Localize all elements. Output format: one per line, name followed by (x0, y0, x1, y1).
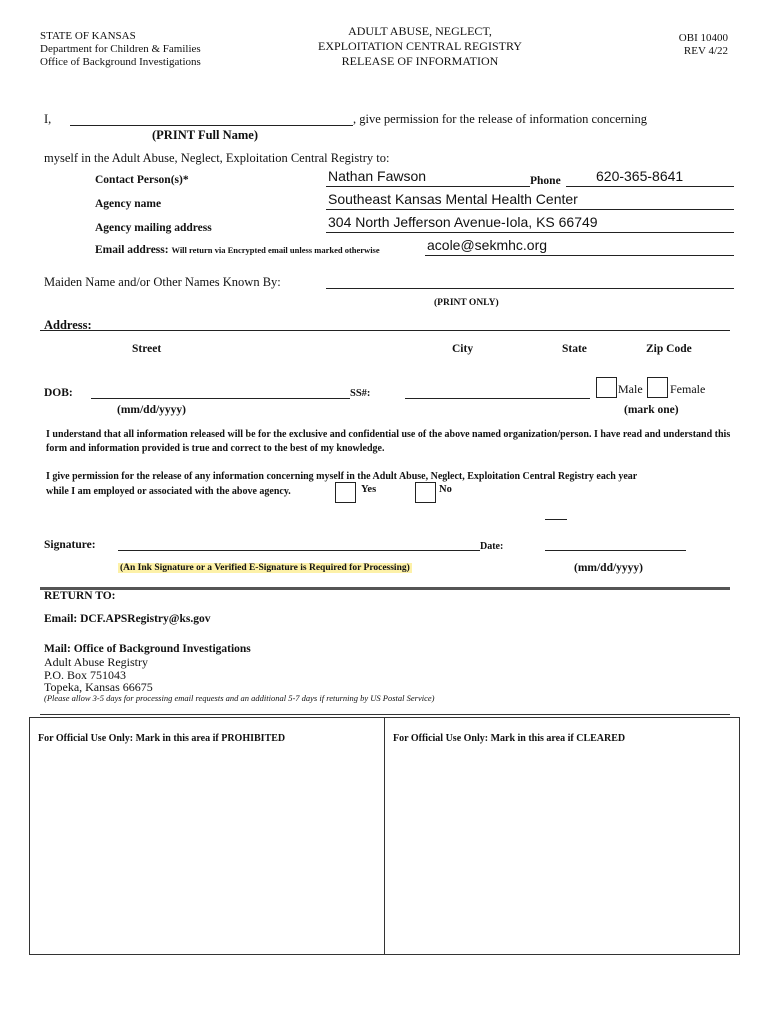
agency-address-label: Agency mailing address (95, 222, 212, 234)
i-label: I, (44, 112, 52, 126)
form-revision: REV 4/22 (683, 45, 728, 57)
no-checkbox[interactable] (415, 482, 436, 503)
maiden-name-field[interactable] (326, 288, 734, 289)
state-label: State (562, 343, 587, 355)
email-note: Will return via Encrypted email unless marked otherwise (171, 245, 380, 255)
signature-field[interactable] (118, 550, 480, 551)
female-checkbox[interactable] (647, 377, 668, 398)
agency-name-value[interactable]: Southeast Kansas Mental Health Center (328, 191, 578, 207)
understand-statement: I understand that all information released will be for the exclusive and confidential use of the above named organization/person. I have read and understand this form and information provided is true and correct to the best of my knowledge. (46, 429, 731, 454)
agency-address-underline (326, 232, 734, 233)
form-number: OBI 10400 (678, 32, 728, 44)
no-label: No (439, 484, 452, 495)
title-line: EXPLOITATION CENTRAL REGISTRY (318, 39, 522, 53)
ink-signature-note (118, 563, 412, 573)
street-label: Street (132, 343, 162, 355)
email-label: Email address: (95, 244, 169, 256)
cleared-area[interactable] (385, 718, 739, 954)
dob-field[interactable] (91, 398, 350, 399)
signature-label: Signature: (44, 539, 96, 551)
section-divider (40, 587, 730, 590)
agency-name-underline (326, 209, 734, 210)
ink-signature-note-text: (An Ink Signature or a Verified E-Signature is Required for Processing) (120, 563, 410, 573)
title-line: RELEASE OF INFORMATION (341, 54, 499, 68)
date-field[interactable] (545, 550, 686, 551)
female-label: Female (670, 382, 706, 396)
processing-note: (Please allow 3-5 days for processing email requests and an additional 5-7 days if returning by US Postal Service) (44, 693, 435, 703)
contact-person-value[interactable]: Nathan Fawson (328, 168, 427, 184)
mark-one-label: (mark one) (624, 404, 679, 416)
form-id-block (679, 32, 728, 58)
yearly-text-line: while I am employed or associated with the above agency. (46, 486, 291, 497)
give-permission-text: , give permission for the release of information concerning (353, 112, 648, 126)
mail-address (44, 656, 153, 694)
registry-text: myself in the Adult Abuse, Neglect, Exploitation Central Registry to: (44, 151, 390, 165)
male-label: Male (618, 382, 643, 396)
address-label: Address: (44, 318, 92, 332)
print-only-label: (PRINT ONLY) (434, 298, 499, 308)
ssn-label: SS#: (350, 388, 371, 399)
phone-value[interactable]: 620-365-8641 (596, 168, 684, 184)
male-checkbox[interactable] (596, 377, 617, 398)
zip-code-label: Zip Code (646, 343, 692, 355)
agency-line: STATE OF KANSAS (40, 30, 136, 42)
title-line: ADULT ABUSE, NEGLECT, (348, 24, 492, 38)
cleared-label: For Official Use Only: Mark in this area if CLEARED (393, 733, 626, 744)
email-label-block (95, 244, 380, 256)
date-label: Date: (480, 541, 504, 552)
email-underline (425, 255, 734, 256)
address-field[interactable] (40, 330, 730, 331)
prohibited-label: For Official Use Only: Mark in this area if PROHIBITED (38, 733, 286, 744)
ssn-field[interactable] (405, 398, 590, 399)
date-format-label: (mm/dd/yyyy) (574, 562, 643, 574)
agency-address-value[interactable]: 304 North Jefferson Avenue-Iola, KS 66749 (328, 214, 598, 230)
short-blank-line (545, 519, 567, 520)
mail-address-line: Adult Abuse Registry (44, 655, 148, 669)
full-name-field[interactable] (70, 125, 353, 126)
dob-format-label: (mm/dd/yyyy) (117, 404, 186, 416)
yes-label: Yes (361, 484, 377, 495)
email-value[interactable]: acole@sekmhc.org (427, 237, 548, 253)
agency-line: Department for Children & Families (40, 43, 201, 55)
return-email-line: Email: DCF.APSRegistry@ks.gov (44, 613, 211, 625)
prohibited-area[interactable] (30, 718, 385, 954)
contact-person-label: Contact Person(s)* (95, 174, 189, 186)
yearly-permission-statement (46, 469, 746, 499)
contact-person-underline (326, 186, 530, 187)
print-full-name-label: (PRINT Full Name) (152, 128, 259, 142)
agency-block (40, 30, 201, 69)
maiden-name-label: Maiden Name and/or Other Names Known By: (44, 275, 281, 289)
mail-heading: Mail: Office of Background Investigations (44, 643, 251, 655)
mail-address-line: P.O. Box 751043 (44, 667, 127, 682)
official-use-container (29, 717, 740, 955)
form-title (290, 24, 550, 69)
section-divider (40, 714, 730, 715)
dob-label: DOB: (44, 387, 73, 399)
mail-address-line: Topeka, Kansas 66675 (44, 680, 153, 694)
agency-line: Office of Background Investigations (40, 56, 201, 68)
agency-name-label: Agency name (95, 198, 162, 210)
phone-label: Phone (530, 175, 561, 187)
city-label: City (452, 343, 474, 355)
yes-checkbox[interactable] (335, 482, 356, 503)
phone-underline (566, 186, 734, 187)
return-to-label: RETURN TO: (44, 590, 116, 602)
yearly-text-line: I give permission for the release of any information concerning myself in the Adult Abuse, Neglect, Exploitation Central Registry each year (46, 471, 638, 482)
